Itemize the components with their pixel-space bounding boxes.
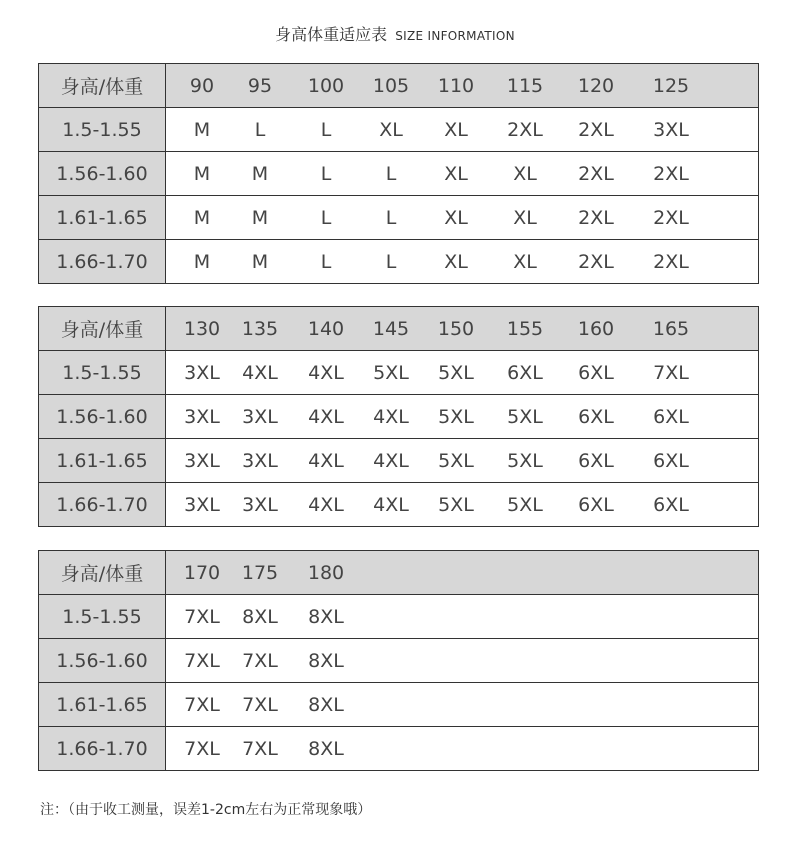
size-cell: 3XL — [184, 493, 220, 516]
weight-cell — [632, 551, 710, 595]
size-cell — [560, 639, 632, 683]
size-cell: 6XL — [578, 493, 614, 516]
size-cell: 3XL — [228, 395, 292, 439]
size-cell: 2XL — [560, 152, 632, 196]
weight-cell: 140 — [292, 307, 360, 351]
size-cell — [360, 727, 422, 771]
table-row — [39, 483, 759, 527]
size-cell: 4XL — [373, 493, 409, 516]
size-table-1 — [38, 63, 759, 284]
table-row — [39, 108, 759, 152]
size-cell: XL — [422, 108, 490, 152]
spacer-cell — [710, 240, 759, 284]
size-cell: 4XL — [292, 351, 360, 395]
spacer-cell — [710, 683, 759, 727]
height-cell: 1.61-1.65 — [39, 683, 166, 727]
size-cell: 8XL — [292, 683, 360, 727]
size-table-3 — [38, 550, 759, 771]
size-cell: 6XL — [632, 395, 710, 439]
size-cell: 6XL — [560, 351, 632, 395]
size-cell: 3XL — [632, 108, 710, 152]
height-cell: 1.61-1.65 — [39, 439, 166, 483]
size-cell — [422, 639, 490, 683]
spacer-cell — [710, 307, 759, 351]
size-cell: 2XL — [578, 250, 614, 273]
size-cell: M — [228, 152, 292, 196]
size-cell: XL — [513, 250, 537, 273]
table-header-row — [39, 307, 759, 351]
weight-cell — [490, 551, 560, 595]
spacer-cell — [710, 351, 759, 395]
size-cell: 3XL — [228, 439, 292, 483]
spacer-cell — [710, 108, 759, 152]
size-cell: 6XL — [490, 351, 560, 395]
size-cell: M — [166, 196, 229, 240]
height-cell: 1.56-1.60 — [39, 639, 166, 683]
weight-cell: 100 — [292, 64, 360, 108]
weight-cell: 125 — [632, 64, 710, 108]
weight-cell: 135 — [228, 307, 292, 351]
measurement-note: 注：（由于收工测量，误差1-2cm左右为正常现象哦） — [40, 802, 372, 818]
size-cell — [560, 683, 632, 727]
table-row — [39, 727, 759, 771]
size-cell: 4XL — [360, 439, 422, 483]
title-zh: 身高体重适应表 — [275, 25, 388, 44]
size-cell: 3XL — [242, 493, 278, 516]
spacer-cell — [710, 595, 759, 639]
title-en: SIZE INFORMATION — [395, 29, 515, 43]
size-cell: 2XL — [490, 108, 560, 152]
size-cell: 4XL — [292, 395, 360, 439]
table-row — [39, 351, 759, 395]
size-cell: XL — [422, 152, 490, 196]
size-cell — [632, 727, 710, 771]
table-row — [39, 395, 759, 439]
size-cell: 6XL — [560, 395, 632, 439]
table-row — [39, 439, 759, 483]
weight-cell: 90 — [166, 64, 229, 108]
spacer-cell — [710, 196, 759, 240]
spacer-cell — [710, 152, 759, 196]
size-cell: 2XL — [653, 250, 689, 273]
spacer-cell — [710, 551, 759, 595]
weight-cell: 130 — [166, 307, 229, 351]
size-cell: 7XL — [228, 639, 292, 683]
size-cell: L — [320, 250, 332, 273]
size-cell: 7XL — [228, 683, 292, 727]
size-cell: XL — [422, 196, 490, 240]
size-cell: M — [193, 250, 211, 273]
table-header-row — [39, 551, 759, 595]
weight-cell: 165 — [632, 307, 710, 351]
size-cell — [360, 683, 422, 727]
size-cell: L — [228, 108, 292, 152]
weight-cell — [560, 551, 632, 595]
weight-cell — [422, 551, 490, 595]
height-cell: 1.56-1.60 — [39, 152, 166, 196]
spacer-cell — [710, 64, 759, 108]
size-cell: 5XL — [422, 439, 490, 483]
size-cell: XL — [490, 152, 560, 196]
spacer-cell — [710, 395, 759, 439]
size-cell: 5XL — [490, 395, 560, 439]
size-cell: L — [292, 108, 360, 152]
size-cell — [422, 727, 490, 771]
spacer-cell — [710, 439, 759, 483]
height-cell: 1.5-1.55 — [39, 595, 166, 639]
size-cell: 7XL — [184, 737, 220, 760]
size-cell — [490, 727, 560, 771]
size-cell: XL — [360, 108, 422, 152]
size-cell: 5XL — [438, 493, 474, 516]
size-cell: 6XL — [560, 439, 632, 483]
size-cell — [632, 639, 710, 683]
size-cell: 8XL — [228, 595, 292, 639]
size-cell: 7XL — [166, 683, 229, 727]
size-cell: 5XL — [360, 351, 422, 395]
header-corner-cell: 身高/体重 — [39, 307, 166, 351]
spacer-cell — [710, 639, 759, 683]
height-cell: 1.5-1.55 — [39, 351, 166, 395]
size-cell: 5XL — [490, 439, 560, 483]
weight-cell: 175 — [228, 551, 292, 595]
size-cell: 5XL — [507, 493, 543, 516]
size-cell: 3XL — [166, 351, 229, 395]
size-cell: 7XL — [166, 639, 229, 683]
size-cell: 2XL — [560, 196, 632, 240]
size-cell: 6XL — [632, 439, 710, 483]
table-row — [39, 196, 759, 240]
size-cell: L — [385, 250, 397, 273]
header-corner-cell: 身高/体重 — [39, 64, 166, 108]
page-title — [0, 22, 790, 45]
weight-cell: 110 — [422, 64, 490, 108]
weight-cell: 150 — [422, 307, 490, 351]
weight-cell: 170 — [166, 551, 229, 595]
size-cell: 5XL — [422, 395, 490, 439]
height-cell: 1.66-1.70 — [39, 240, 166, 284]
header-corner-cell: 身高/体重 — [39, 551, 166, 595]
size-cell: 7XL — [242, 737, 278, 760]
size-cell: L — [360, 152, 422, 196]
size-cell — [490, 683, 560, 727]
size-cell: XL — [490, 196, 560, 240]
table-row — [39, 595, 759, 639]
size-cell — [560, 595, 632, 639]
height-cell: 1.5-1.55 — [39, 108, 166, 152]
size-cell: M — [166, 108, 229, 152]
table-row — [39, 240, 759, 284]
size-cell: 4XL — [308, 493, 344, 516]
weight-cell: 120 — [560, 64, 632, 108]
size-cell: M — [251, 250, 269, 273]
spacer-cell — [710, 483, 759, 527]
size-cell — [490, 639, 560, 683]
size-cell: 8XL — [292, 595, 360, 639]
size-cell: 6XL — [653, 493, 689, 516]
height-cell: 1.56-1.60 — [39, 395, 166, 439]
weight-cell: 155 — [490, 307, 560, 351]
size-cell — [422, 683, 490, 727]
size-cell — [360, 595, 422, 639]
size-cell: 4XL — [228, 351, 292, 395]
size-cell: 8XL — [292, 639, 360, 683]
height-cell: 1.66-1.70 — [39, 727, 166, 771]
size-cell: 4XL — [360, 395, 422, 439]
size-cell — [632, 683, 710, 727]
size-cell: 2XL — [632, 196, 710, 240]
weight-cell: 115 — [490, 64, 560, 108]
size-cell — [360, 639, 422, 683]
size-cell: 7XL — [632, 351, 710, 395]
size-cell: 3XL — [166, 439, 229, 483]
weight-cell — [360, 551, 422, 595]
spacer-cell — [710, 727, 759, 771]
size-cell — [422, 595, 490, 639]
size-cell: 2XL — [632, 152, 710, 196]
size-cell: 8XL — [308, 737, 344, 760]
size-table-2 — [38, 306, 759, 527]
weight-cell: 105 — [360, 64, 422, 108]
size-cell — [632, 595, 710, 639]
size-cell: 5XL — [422, 351, 490, 395]
size-cell: 3XL — [166, 395, 229, 439]
table-row — [39, 683, 759, 727]
weight-cell: 95 — [228, 64, 292, 108]
size-cell: 4XL — [292, 439, 360, 483]
weight-cell: 145 — [360, 307, 422, 351]
size-cell: L — [360, 196, 422, 240]
size-cell: 2XL — [560, 108, 632, 152]
height-cell: 1.61-1.65 — [39, 196, 166, 240]
table-row — [39, 639, 759, 683]
table-row — [39, 152, 759, 196]
size-cell: L — [292, 196, 360, 240]
size-cell — [490, 595, 560, 639]
height-cell: 1.66-1.70 — [39, 483, 166, 527]
size-cell: M — [166, 152, 229, 196]
size-cell: M — [228, 196, 292, 240]
weight-cell: 160 — [560, 307, 632, 351]
table-header-row — [39, 64, 759, 108]
size-cell: L — [292, 152, 360, 196]
size-cell: XL — [444, 250, 468, 273]
size-cell: 7XL — [166, 595, 229, 639]
size-cell — [560, 727, 632, 771]
weight-cell: 180 — [292, 551, 360, 595]
